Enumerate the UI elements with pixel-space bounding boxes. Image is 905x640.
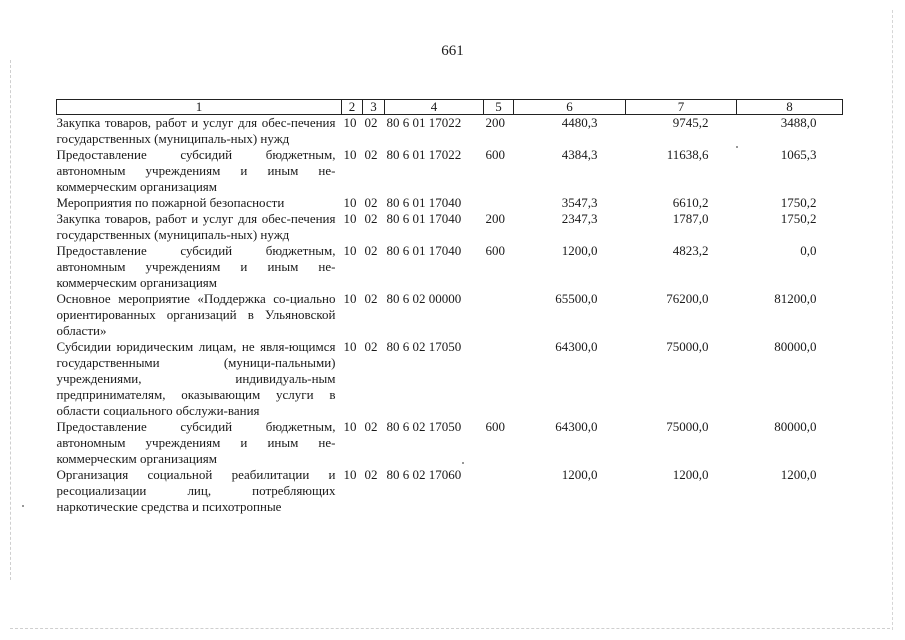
row-name-cell: Предоставление субсидий бюджетным, автономным учреждениям и иным не-коммерческим организациям [56, 147, 336, 194]
subsection-code-cell: 02 [364, 115, 378, 130]
section-code-cell: 10 [343, 195, 357, 210]
table-header-row [57, 100, 843, 115]
subsection-code-cell: 02 [364, 243, 378, 258]
subsection-code-cell: 02 [364, 147, 378, 162]
subsection-code-cell: 02 [364, 339, 378, 354]
scan-edge-bottom [10, 628, 890, 630]
amount-col6-cell: 3547,3 [561, 195, 598, 210]
subsection-code-cell: 02 [364, 211, 378, 226]
target-article-cell: 80 6 02 17060 [386, 467, 462, 482]
budget-table [56, 99, 843, 515]
table-row [57, 339, 843, 419]
target-article-cell: 80 6 01 17022 [386, 147, 462, 162]
amount-col6-cell: 4480,3 [561, 115, 598, 130]
table-row [57, 467, 843, 515]
column-header: 1 [57, 100, 342, 115]
expense-type-cell: 600 [485, 243, 505, 258]
amount-col6-cell: 65500,0 [555, 291, 598, 306]
expense-type-cell: 200 [485, 115, 505, 130]
amount-col6-cell: 1200,0 [561, 243, 598, 258]
section-code-cell: 10 [343, 211, 357, 226]
scan-edge-left [10, 60, 13, 580]
amount-col8-cell: 81200,0 [774, 291, 817, 306]
target-article-cell: 80 6 02 17050 [386, 339, 462, 354]
amount-col7-cell: 1200,0 [672, 467, 709, 482]
expense-type-cell: 600 [485, 147, 505, 162]
amount-col7-cell: 4823,2 [672, 243, 709, 258]
amount-col7-cell: 1787,0 [672, 211, 709, 226]
amount-col6-cell: 64300,0 [555, 419, 598, 434]
amount-col7-cell: 75000,0 [666, 339, 709, 354]
amount-col8-cell: 1200,0 [780, 467, 817, 482]
amount-col8-cell: 1750,2 [780, 195, 817, 210]
scan-speck [22, 505, 24, 507]
expense-type-cell: 200 [485, 211, 505, 226]
amount-col6-cell: 64300,0 [555, 339, 598, 354]
section-code-cell: 10 [343, 291, 357, 306]
section-code-cell: 10 [343, 147, 357, 162]
table-row [57, 419, 843, 467]
table-row [57, 147, 843, 195]
section-code-cell: 10 [343, 467, 357, 482]
subsection-code-cell: 02 [364, 195, 378, 210]
amount-col8-cell: 1750,2 [780, 211, 817, 226]
column-header: 3 [363, 100, 385, 115]
amount-col7-cell: 6610,2 [672, 195, 709, 210]
expense-type-cell [484, 291, 514, 339]
row-name-cell: Организация социальной реабилитации и ресоциализации лиц, потребляющих наркотические средства и психотропные [56, 467, 336, 514]
amount-col7-cell: 11638,6 [666, 147, 709, 162]
table-row [57, 195, 843, 211]
table-row [57, 115, 843, 148]
amount-col6-cell: 2347,3 [561, 211, 598, 226]
amount-col8-cell: 3488,0 [780, 115, 817, 130]
target-article-cell: 80 6 02 00000 [386, 291, 462, 306]
row-name-cell: Субсидии юридическим лицам, не явля-ющимся государственными (муници-пальными) учреждениями, индивидуаль-ным предпринимателям, оказывающим услуги в области социального обслужи-вания [56, 339, 336, 418]
amount-col8-cell: 1065,3 [780, 147, 817, 162]
table-row [57, 243, 843, 291]
target-article-cell: 80 6 01 17040 [386, 195, 462, 210]
target-article-cell: 80 6 01 17040 [386, 243, 462, 258]
section-code-cell: 10 [343, 419, 357, 434]
row-name-cell: Закупка товаров, работ и услуг для обес-печения государственных (муниципаль-ных) нужд [56, 211, 336, 242]
row-name-cell: Мероприятия по пожарной безопасности [56, 195, 285, 210]
target-article-cell: 80 6 02 17050 [386, 419, 462, 434]
section-code-cell: 10 [343, 115, 357, 130]
subsection-code-cell: 02 [364, 419, 378, 434]
column-header: 6 [514, 100, 626, 115]
expense-type-cell [484, 195, 514, 211]
table-row [57, 211, 843, 243]
amount-col7-cell: 9745,2 [672, 115, 709, 130]
amount-col8-cell: 0,0 [800, 243, 817, 258]
expense-type-cell [484, 467, 514, 515]
column-header: 2 [342, 100, 363, 115]
column-header: 5 [484, 100, 514, 115]
table-row [57, 291, 843, 339]
scan-edge-right [892, 10, 895, 630]
expense-type-cell [484, 339, 514, 419]
row-name-cell: Предоставление субсидий бюджетным, автономным учреждениям и иным не-коммерческим организациям [56, 419, 336, 466]
section-code-cell: 10 [343, 339, 357, 354]
amount-col6-cell: 1200,0 [561, 467, 598, 482]
subsection-code-cell: 02 [364, 291, 378, 306]
page-number: 661 [441, 43, 464, 59]
column-header: 4 [385, 100, 484, 115]
amount-col7-cell: 76200,0 [666, 291, 709, 306]
row-name-cell: Закупка товаров, работ и услуг для обес-печения государственных (муниципаль-ных) нужд [56, 115, 336, 146]
amount-col7-cell: 75000,0 [666, 419, 709, 434]
amount-col8-cell: 80000,0 [774, 419, 817, 434]
target-article-cell: 80 6 01 17040 [386, 211, 462, 226]
row-name-cell: Основное мероприятие «Поддержка со-циально ориентированных организаций в Ульяновской области» [56, 291, 336, 338]
column-header: 7 [626, 100, 737, 115]
expense-type-cell: 600 [485, 419, 505, 434]
row-name-cell: Предоставление субсидий бюджетным, автономным учреждениям и иным не-коммерческим организациям [56, 243, 336, 290]
amount-col6-cell: 4384,3 [561, 147, 598, 162]
target-article-cell: 80 6 01 17022 [386, 115, 462, 130]
amount-col8-cell: 80000,0 [774, 339, 817, 354]
subsection-code-cell: 02 [364, 467, 378, 482]
column-header: 8 [737, 100, 843, 115]
section-code-cell: 10 [343, 243, 357, 258]
